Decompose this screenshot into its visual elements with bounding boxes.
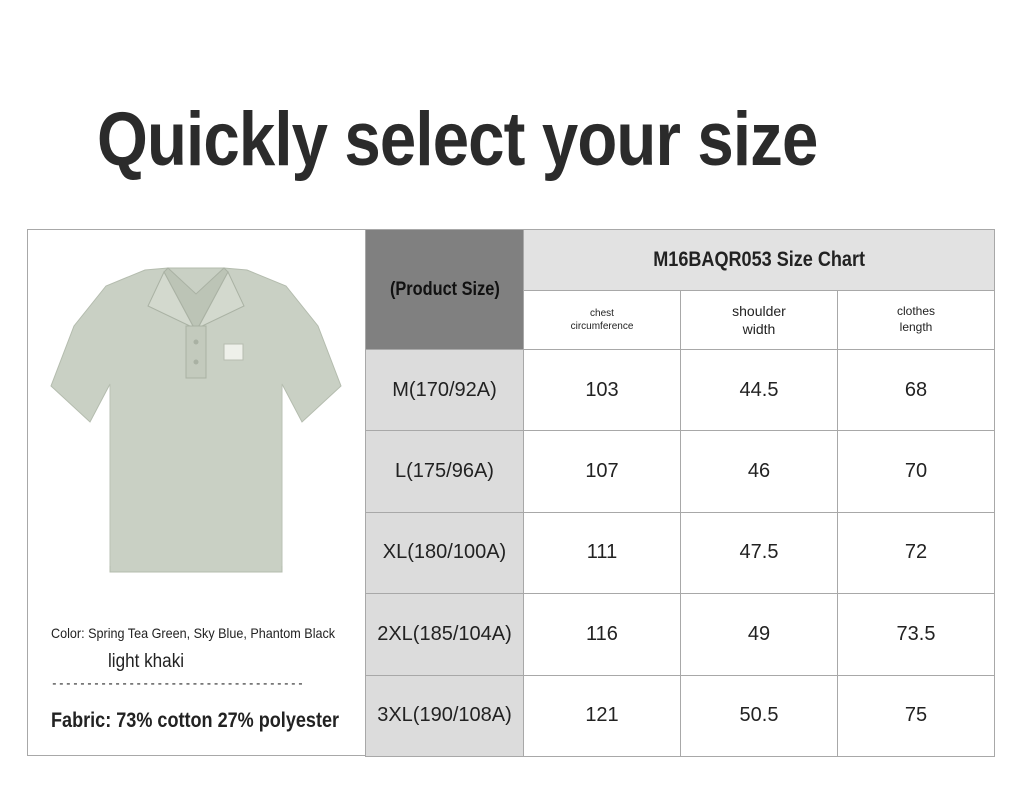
size-chart-table [365, 229, 995, 757]
table-row [366, 594, 995, 675]
color-options-text: Color: Spring Tea Green, Sky Blue, Phantom Black [51, 625, 336, 641]
shoulder-value: 44.5 [681, 350, 838, 431]
col-header-chest: chest circumference [524, 291, 681, 350]
col-header-length: clothes length [838, 291, 995, 350]
table-row [366, 512, 995, 593]
color-options-text-cont: light khaki [108, 651, 185, 672]
product-size-header: (Product Size) [366, 230, 524, 350]
chest-value: 111 [524, 512, 681, 593]
shoulder-value: 49 [681, 594, 838, 675]
table-row [366, 350, 995, 431]
size-label: XL(180/100A) [366, 512, 524, 593]
table-row [366, 431, 995, 512]
length-value: 68 [838, 350, 995, 431]
length-value: 75 [838, 675, 995, 756]
length-value: 72 [838, 512, 995, 593]
table-row [366, 675, 995, 756]
size-label: 2XL(185/104A) [366, 594, 524, 675]
size-label: 3XL(190/108A) [366, 675, 524, 756]
length-value: 73.5 [838, 594, 995, 675]
chest-value: 116 [524, 594, 681, 675]
col-header-shoulder: shoulder width [681, 291, 838, 350]
chest-value: 121 [524, 675, 681, 756]
divider: ------------------------------------ [51, 676, 305, 693]
fabric-text: Fabric: 73% cotton 27% polyester [51, 709, 340, 732]
shoulder-value: 47.5 [681, 512, 838, 593]
page-title: Quickly select your size [97, 97, 818, 182]
length-value: 70 [838, 431, 995, 512]
polo-shirt-image [50, 266, 342, 576]
shoulder-value: 50.5 [681, 675, 838, 756]
size-label: L(175/96A) [366, 431, 524, 512]
size-label: M(170/92A) [366, 350, 524, 431]
header-row [366, 230, 995, 291]
product-panel [27, 229, 365, 756]
chest-value: 103 [524, 350, 681, 431]
chest-value: 107 [524, 431, 681, 512]
shoulder-value: 46 [681, 431, 838, 512]
chart-title: M16BAQR053 Size Chart [524, 230, 995, 291]
